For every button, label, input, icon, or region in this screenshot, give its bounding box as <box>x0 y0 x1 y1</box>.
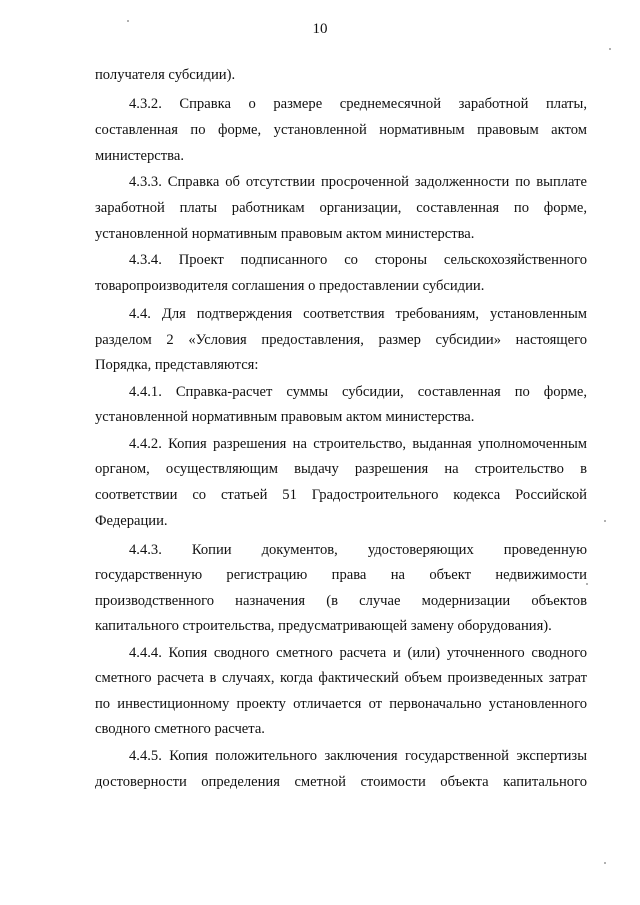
text-line: установленной нормативным правовым актом министерства. <box>95 409 475 425</box>
scan-speck <box>604 520 606 522</box>
text-line: 4.4.5. Копия положительного заключения государственной экспертизы <box>129 748 587 764</box>
scan-speck <box>586 583 588 585</box>
text-line: достоверности определения сметной стоимости объекта капитального <box>95 774 587 790</box>
scan-speck <box>127 20 129 22</box>
text-line: составленная по форме, установленной нормативным правовым актом <box>95 122 587 138</box>
text-line: сводного сметного расчета. <box>95 721 265 737</box>
text-line: государственную регистрацию права на объект недвижимости <box>95 567 587 583</box>
text-line: министерства. <box>95 148 184 164</box>
text-line: 4.4.2. Копия разрешения на строительство, выданная уполномоченным <box>129 436 587 452</box>
page-number: 10 <box>312 21 328 37</box>
text-line: получателя субсидии). <box>95 67 236 83</box>
text-line: производственного назначения (в случае модернизации объектов <box>95 593 587 609</box>
text-line: заработной платы работникам организации, составленная по форме, <box>95 200 587 216</box>
text-line: по инвестиционному проекту отличается от первоначально установленного <box>95 696 587 712</box>
text-line: 4.3.4. Проект подписанного со стороны сельскохозяйственного <box>129 252 587 268</box>
text-line: капитального строительства, предусматривающей замену оборудования). <box>95 618 552 634</box>
text-line: разделом 2 «Условия предоставления, размер субсидии» настоящего <box>95 332 587 348</box>
text-line: соответствии со статьей 51 Градостроительного кодекса Российской <box>95 487 587 503</box>
text-line: Федерации. <box>95 513 168 529</box>
text-line: 4.4.1. Справка-расчет суммы субсидии, составленная по форме, <box>129 384 587 400</box>
text-line: Порядка, представляются: <box>95 357 259 373</box>
text-line: 4.4. Для подтверждения соответствия требованиям, установленным <box>129 306 587 322</box>
text-line: 4.3.2. Справка о размере среднемесячной заработной платы, <box>129 96 587 112</box>
scan-speck <box>604 862 606 864</box>
text-line: органом, осуществляющим выдачу разрешения на строительство в <box>95 461 587 477</box>
text-line: 4.4.3. Копии документов, удостоверяющих проведенную <box>129 542 587 558</box>
scan-speck <box>609 48 611 50</box>
text-line: сметного расчета в случаях, когда фактический объем произведенных затрат <box>95 670 587 686</box>
text-line: 4.3.3. Справка об отсутствии просроченной задолженности по выплате <box>129 174 587 190</box>
text-line: товаропроизводителя соглашения о предоставлении субсидии. <box>95 278 485 294</box>
text-line: 4.4.4. Копия сводного сметного расчета и (или) уточненного сводного <box>129 645 587 661</box>
text-line: установленной нормативным правовым актом министерства. <box>95 226 475 242</box>
